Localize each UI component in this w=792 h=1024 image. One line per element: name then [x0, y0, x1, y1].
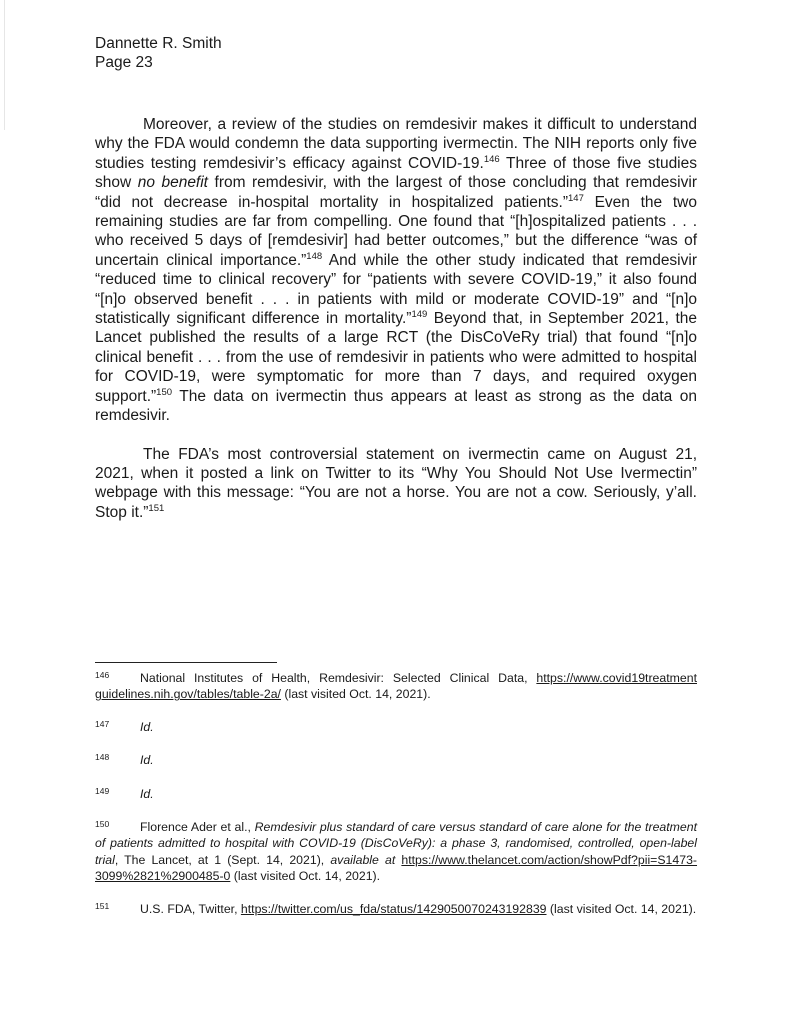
footnote-text: Id.	[140, 786, 154, 801]
footnote-text: (last visited Oct. 14, 2021).	[230, 869, 381, 884]
sentence: from remdesivir, with the largest of those concluding that remdesivir “did not decrease in-hospital mortality in hospitalized patients.”	[95, 174, 697, 211]
sentence: Three of those five studies show	[95, 154, 697, 192]
page-number: Page 23	[95, 54, 153, 71]
footnote-ref-150[interactable]: 150	[156, 386, 173, 398]
footnote-text: (last visited Oct. 14, 2021).	[546, 901, 697, 916]
footnote-text: (last visited Oct. 14, 2021).	[280, 687, 431, 702]
paragraph-remdesivir	[95, 115, 697, 426]
footnotes	[95, 670, 697, 933]
footnote-text: Id.	[140, 719, 154, 734]
footnote-separator	[95, 662, 277, 663]
scan-page-edge	[0, 0, 5, 130]
document-body	[95, 115, 697, 522]
footnote-text: U.S. FDA, Twitter,	[140, 901, 241, 916]
footnote-ref-147[interactable]: 147	[568, 192, 584, 204]
letter-header	[95, 34, 222, 72]
footnote-151: 151 U.S. FDA, Twitter, https://twitter.com/us_fda/status/1429050070243192839 (last visited Oct. 14, 2021).	[95, 900, 697, 916]
footnote-text: National Institutes of Health, Remdesivir: Selected Clinical Data,	[140, 671, 537, 685]
footnote-146: 146 National Institutes of Health, Remdesivir: Selected Clinical Data, https://www.covid19treatment​guidelines.nih.gov/tables/table-2a/ (last visited Oct. 14, 2021).	[95, 670, 697, 702]
sentence: The data on ivermectin thus appears at least as strong as the data on remdesivir.	[95, 387, 697, 425]
fda-twitter-link[interactable]: https://twitter.com/us_fda/status/1429050070243192839	[240, 901, 547, 916]
nih-table-link[interactable]: https://www.covid19treatment​guidelines.nih.gov/tables/table-2a/	[95, 671, 697, 702]
footnote-text: Id.	[140, 753, 154, 768]
footnote-ref-146[interactable]: 146	[483, 153, 500, 165]
footnote-150: 150 Florence Ader et al., Remdesivir plus standard of care versus standard of care alone for the treatment of patients admitted to hospital with COVID-19 (DisCoVeRy): a phase 3, randomised, controlled, open-label trial, The Lancet, at 1 (Sept. 14, 2021), available at https://www.thelancet.com/action/​showPdf?pii=S1473-3099%2821%2900485-0 (last visited Oct. 14, 2021).	[95, 819, 698, 884]
footnote-text: , The Lancet, at 1 (Sept. 14, 2021),	[114, 852, 331, 867]
footnote-147: 147 Id.	[95, 718, 154, 734]
footnote-ref-149[interactable]: 149	[411, 309, 428, 321]
footnote-ref-151[interactable]: 151	[148, 502, 165, 514]
recipient-name: Dannette R. Smith	[95, 35, 222, 52]
lancet-article-link[interactable]: https://www.thelancet.com/action/​showPdf?pii=S1473-3099%2821%2900485-0	[95, 852, 698, 884]
sentence: Even the two remaining studies are far from compelling. One found that “[h]ospitalized patients . . . who received 5 days of [remdesivir] had better outcomes,” but the difference “was of uncertain clinical importance.”	[95, 193, 697, 269]
sentence: Beyond that, in September 2021, the Lancet published the results of a large RCT (the DisCoVeRy trial) that found “[n]o clinical benefit . . . from the use of remdesivir in patients who were admitted to hospital for COVID-19, were symptomatic for more than 7 days, and required oxygen support.”	[95, 310, 697, 405]
sentence: The FDA’s most controversial statement on ivermectin came on August 21, 2021, when it posted a link on Twitter to its “Why You Should Not Use Ivermectin” webpage with this message: “You are not a horse. You are not a cow. Seriously, y’all. Stop it.”	[95, 445, 697, 521]
footnote-text: Florence Ader et al.,	[140, 820, 255, 835]
emphasis-text: no benefit	[137, 174, 208, 192]
footnote-149: 149 Id.	[95, 785, 154, 801]
footnote-text: available at	[330, 852, 396, 867]
article-title: Remdesivir plus standard of care versus standard of care alone for the treatment of patients admitted to hospital with COVID-19 (DisCoVeRy): a phase 3, randomised, controlled, open-label trial	[95, 820, 698, 867]
sentence: And while the other study indicated that remdesivir “reduced time to clinical recovery” for “patients with severe COVID-19,” it also found “[n]o observed benefit . . . in patients with mild or moderate COVID-19” and “[n]o statistically significant difference in mortality.”	[95, 251, 697, 328]
footnote-148: 148 Id.	[95, 752, 154, 768]
footnote-ref-148[interactable]: 148	[306, 250, 323, 262]
paragraph-fda-tweet	[95, 445, 697, 523]
sentence: Moreover, a review of the studies on remdesivir makes it difficult to understand why the FDA would condemn the data supporting ivermectin. The NIH reports only five studies testing remdesivir’s efficacy against COVID-19.	[95, 116, 697, 172]
